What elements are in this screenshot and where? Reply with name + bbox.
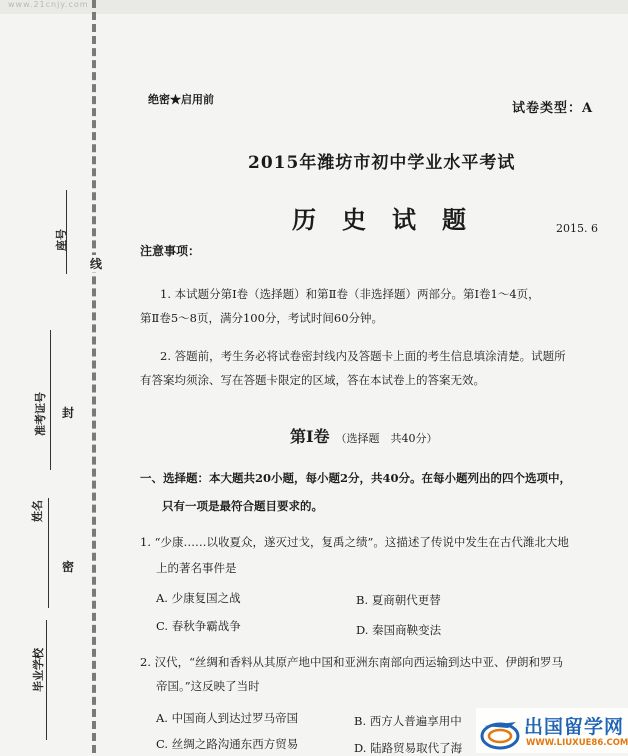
question-1-line1: 1. “少康……以收夏众，遂灭过戈，复禹之绩”。这描述了传说中发生在古代潍北大地 (140, 535, 569, 549)
question-1-line2: 上的著名事件是 (156, 561, 237, 575)
binding-area (0, 0, 103, 753)
question-1-option-a: A. 少康复国之战 (156, 591, 241, 605)
notice-item1-line2: 第Ⅱ卷5～8页，满分100分，考试时间60分钟。 (140, 311, 384, 325)
seal-mark-line: 线 (90, 257, 103, 271)
seat-number-underline (66, 190, 67, 274)
question-2-option-a: A. 中国商人到达过罗马帝国 (156, 711, 299, 725)
watermark-name: 出国留学网 (524, 716, 625, 738)
ticket-number-label: 准考证号 (34, 392, 47, 436)
question-2-option-c: C. 丝绸之路沟通东西方贸易 (156, 737, 299, 751)
question-1-option-b: B. 夏商朝代更替 (356, 593, 441, 607)
notice-heading: 注意事项： (140, 244, 201, 258)
notice-item2-line2: 有答案均须涂、写在答题卡限定的区域，答在本试卷上的答案无效。 (140, 373, 485, 387)
section-title (290, 424, 438, 447)
seat-number-label: 座号 (55, 229, 68, 251)
source-url: www.21cnjy.com (8, 0, 89, 9)
watermark-url: WWW.LIUXUE86.COM (526, 738, 628, 748)
name-label: 姓名 (31, 500, 44, 522)
notice-item2-line1: 2. 答题前，考生务必将试卷密封线内及答题卡上面的考生信息填涂清楚。试题所 (160, 349, 566, 363)
subject-title: 历史试题 (292, 205, 492, 234)
globe-plane-icon (478, 716, 522, 750)
name-underline (48, 498, 49, 608)
seal-dashed-line (92, 0, 96, 753)
section-instruction-line2: 只有一项是最符合题目要求的。 (162, 499, 323, 513)
seal-mark-seal: 封 (62, 406, 75, 420)
ticket-number-underline (50, 330, 51, 470)
question-2-line1: 2. 汉代，“丝绸和香料从其原产地中国和亚洲东南部向西运输到达中亚、伊朗和罗马 (140, 655, 564, 669)
site-watermark[interactable] (476, 708, 628, 753)
secret-label: 绝密★启用前 (148, 93, 214, 106)
paper-type: 试卷类型：A (512, 101, 594, 116)
question-1-option-d: D. 秦国商鞅变法 (356, 623, 442, 637)
question-1-option-c: C. 春秋争霸战争 (156, 619, 241, 633)
section-instruction-line1: 一、选择题：本大题共20小题，每小题2分，共40分。在每小题列出的四个选项中， (140, 471, 572, 485)
question-2-option-b: B. 西方人普遍享用中 (354, 714, 462, 728)
school-label: 毕业学校 (32, 648, 45, 692)
section-title-main: 第Ⅰ卷 (290, 427, 330, 446)
exam-date: 2015. 6 (556, 222, 598, 235)
seal-mark-secret: 密 (62, 560, 75, 574)
exam-title: 2015年潍坊市初中学业水平考试 (248, 153, 516, 173)
section-subtitle: （选择题 共40分） (335, 432, 438, 445)
question-2-option-d: D. 陆路贸易取代了海 (354, 741, 463, 755)
notice-item1-line1: 1. 本试题分第Ⅰ卷（选择题）和第Ⅱ卷（非选择题）两部分。第Ⅰ卷1～4页， (160, 287, 540, 301)
question-2-line2: 帝国。”这反映了当时 (156, 679, 260, 693)
school-underline (46, 620, 47, 740)
